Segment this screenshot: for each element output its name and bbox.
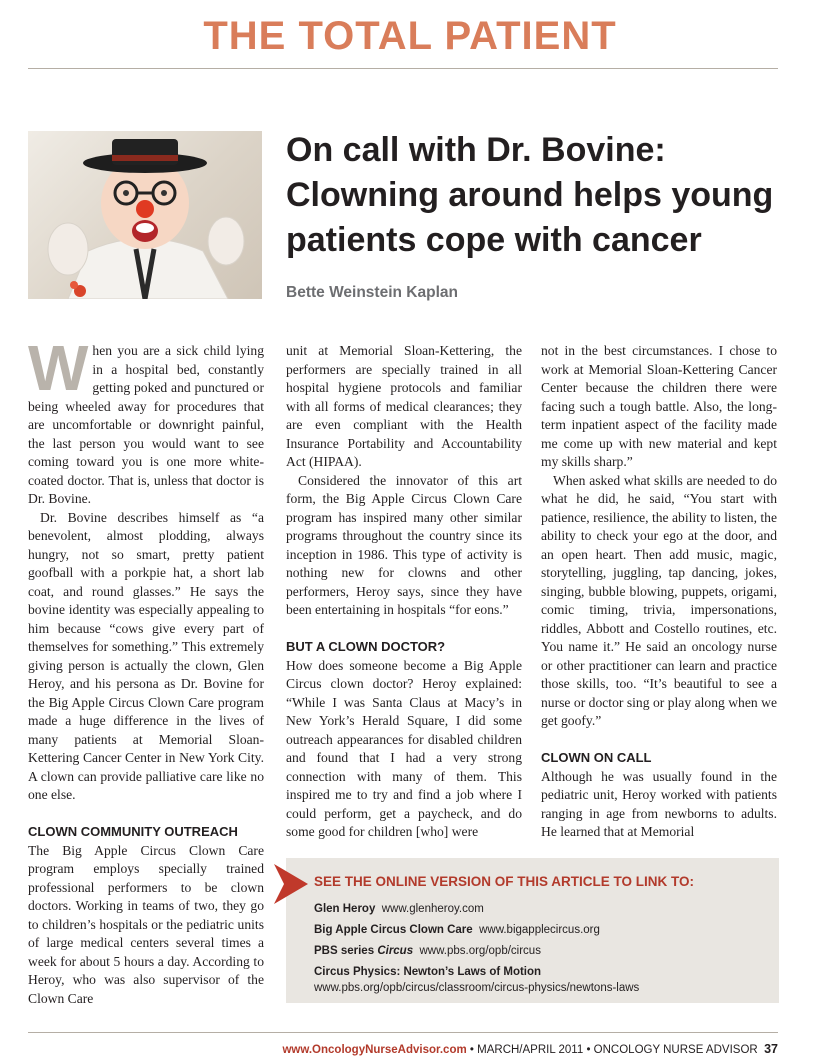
subhead-clown-community-outreach: CLOWN COMMUNITY OUTREACH bbox=[28, 824, 238, 839]
link-url[interactable]: www.glenheroy.com bbox=[381, 903, 484, 915]
byline: Bette Weinstein Kaplan bbox=[286, 284, 458, 301]
sidebar-heading: SEE THE ONLINE VERSION OF THIS ARTICLE TO LINK TO: bbox=[314, 874, 695, 889]
footer-rule bbox=[28, 1032, 778, 1033]
sidebar-link-pbs-circus[interactable] bbox=[314, 945, 541, 957]
footer-publication: ONCOLOGY NURSE ADVISOR bbox=[593, 1044, 758, 1056]
footer-date: MARCH/APRIL 2011 bbox=[477, 1044, 584, 1056]
paragraph: unit at Memorial Sloan-Kettering, the performers are specially trained in all hospital hygiene protocols and familiar with all forms of medical clearances; they are even compliant with the Health Insurance Portability and Accountability Act (HIPAA). bbox=[286, 343, 522, 469]
paragraph: When asked what skills are needed to do what he did, he said, “You start with patience, resilience, the ability to listen, the ability to check your ego at the door, and an open heart. Then add music, magic, storytelling, juggling, tap dancing, jokes, singing, bubble blowing, puppets, origami, comic timing, trivia, impersonations, riddles, Abbott and Costello routines, etc. You name it.” He said an oncology nurse or other practitioner can learn and practice those skills, too. “It’s beautiful to see a nurse or doctor sing or play along when we get goofy.” bbox=[541, 472, 777, 728]
footer-separator: • bbox=[466, 1044, 478, 1056]
paragraph: The Big Apple Circus Clown Care program employs specially trained professional performers to be clown doctors. Working in teams of two, they go to children’s hospitals or the pediatric units of large medical centers several times a week for about 5 hours a day. According to Heroy, who was also supervisor of the Clown Care bbox=[28, 842, 264, 1006]
footer-url[interactable]: www.OncologyNurseAdvisor.com bbox=[282, 1044, 467, 1056]
page-number: 37 bbox=[764, 1042, 778, 1056]
article-column-3 bbox=[541, 342, 777, 842]
link-url[interactable]: www.pbs.org/opb/circus bbox=[419, 945, 541, 957]
article-column-1 bbox=[28, 332, 264, 1008]
link-label: Circus Physics: Newton’s Laws of Motion bbox=[314, 966, 542, 978]
link-url[interactable]: www.bigapplecircus.org bbox=[479, 924, 600, 936]
page-footer bbox=[0, 1042, 778, 1056]
paragraph: Dr. Bovine describes himself as “a benevolent, almost plodding, always hungry, not so smart, pretty patient goofball with a porkpie hat, a short lab coat, and round glasses.” He says the bovine identity was especially appealing to him because “cows give every part of themselves for something.” This extremely giving person is actually the clown, Glen Heroy, and his persona as Dr. Bovine for the Big Apple Circus Clown Care program made a huge difference in the lives of many patients at Memorial Sloan-Kettering Cancer Center in New York City. A clown can provide palliative care like no one else. bbox=[28, 509, 264, 802]
sidebar-link-clown-care[interactable] bbox=[314, 924, 600, 936]
clown-illustration bbox=[28, 131, 262, 299]
paragraph: Although he was usually found in the pediatric unit, Heroy worked with patients ranging in age from newborns to adults. He learned that at Memorial bbox=[541, 768, 777, 839]
dropcap: W bbox=[28, 332, 89, 404]
paragraph: How does someone become a Big Apple Circus clown doctor? Heroy explained: “While I was Santa Claus at Macy’s in New York’s Herald Square, I did some outreach appearances for disabled children and found that I had a very strong connection with many of them. This inspired me to try and find a job where I could perform, get a paycheck, and do some good for children [who] were bbox=[286, 657, 522, 839]
link-label: Glen Heroy bbox=[314, 903, 376, 915]
sidebar-link-circus-physics-url[interactable] bbox=[314, 982, 639, 994]
sidebar-link-circus-physics[interactable] bbox=[314, 966, 541, 978]
article-title: On call with Dr. Bovine: Clowning around helps young patients cope with cancer bbox=[286, 131, 774, 259]
subhead-clown-on-call: CLOWN ON CALL bbox=[541, 750, 652, 765]
triangle-arrow-icon bbox=[274, 864, 310, 904]
paragraph: not in the best circumstances. I chose to work at Memorial Sloan-Kettering Cancer Center because the children there were facing such a tough battle. Also, the long-term inpatient aspect of the facility made me come up with new material and kept my skills sharp.” bbox=[541, 343, 777, 469]
header-rule-top bbox=[28, 68, 778, 69]
paragraph bbox=[28, 332, 264, 509]
link-label: Big Apple Circus Clown Care bbox=[314, 924, 473, 936]
paragraph-text: hen you are a sick child lying in a hospital bed, constantly getting poked and punctured or being wheeled away for procedures that are uncomfortable or downright painful, the last person you would want to see coming toward you is one more white-coated doctor. That is, unless that doctor is Dr. Bovine. bbox=[28, 343, 264, 506]
sidebar-link-glen-heroy[interactable] bbox=[314, 903, 484, 915]
clown-photo bbox=[28, 131, 262, 299]
link-label: PBS series bbox=[314, 945, 375, 957]
link-label-italic: Circus bbox=[377, 945, 414, 957]
link-url[interactable]: www.pbs.org/opb/circus/classroom/circus-physics/newtons-laws bbox=[314, 982, 640, 994]
subhead-but-a-clown-doctor: BUT A CLOWN DOCTOR? bbox=[286, 639, 446, 654]
paragraph: Considered the innovator of this art form, the Big Apple Circus Clown Care program has inspired many other similar programs throughout the country since its inception in 1986. This type of activity is nothing new for clowns and other performers, Heroy says, since they have been entertaining in hospitals “for eons.” bbox=[286, 472, 522, 617]
section-header: THE TOTAL PATIENT bbox=[203, 14, 617, 58]
article-column-2 bbox=[286, 342, 522, 842]
footer-separator: • bbox=[583, 1044, 594, 1056]
